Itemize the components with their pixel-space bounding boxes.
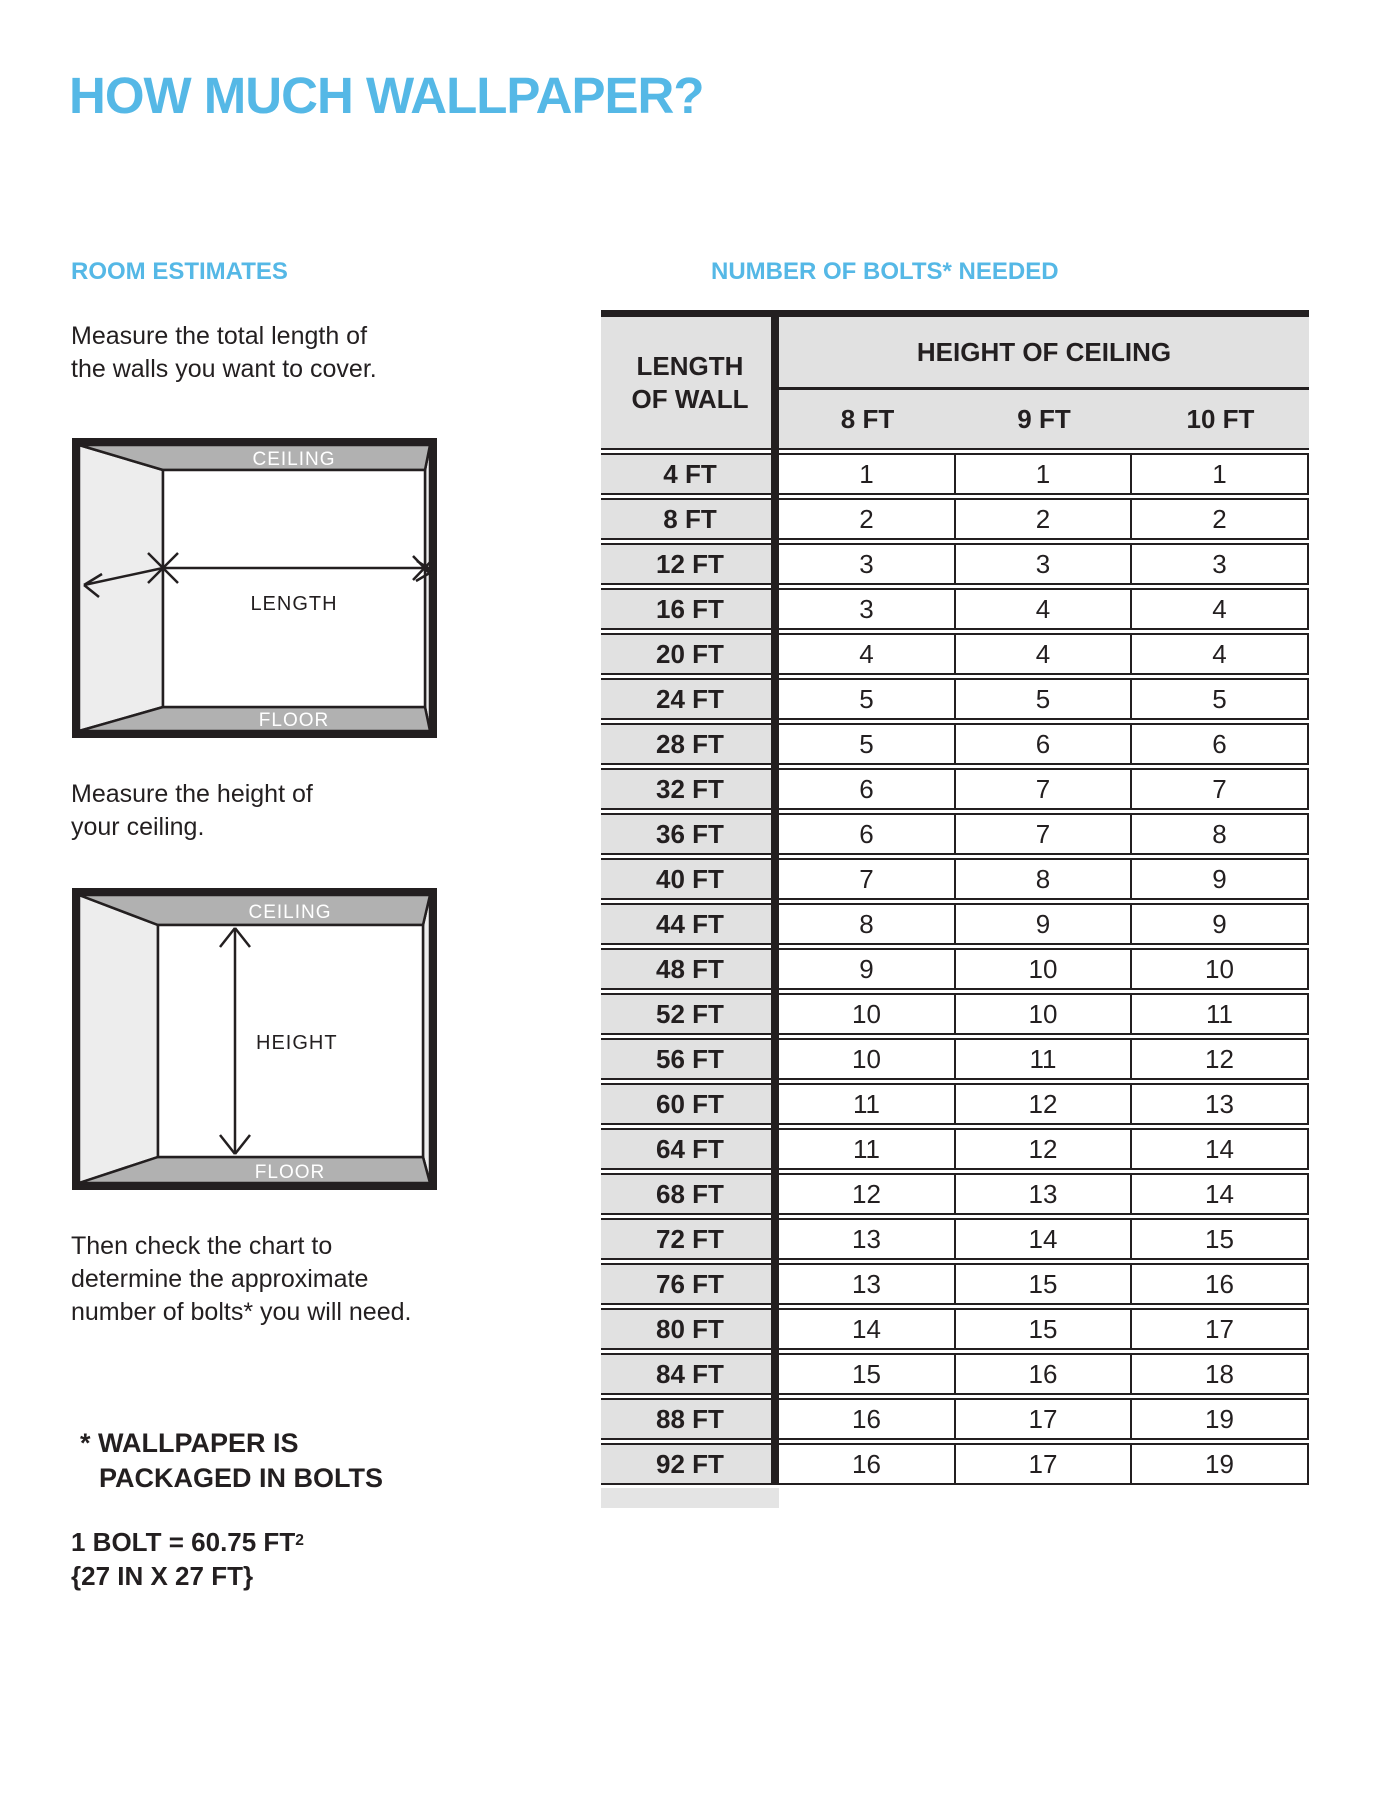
bolt-count-cell: 10: [956, 993, 1132, 1035]
bolt-count-cell: 7: [956, 768, 1132, 810]
bolt-count-cell: 14: [1132, 1173, 1309, 1215]
table-row: [601, 1173, 1309, 1215]
text-line: Then check the chart to: [71, 1232, 333, 1260]
bolt-equation: 1 BOLT = 60.75 $FT^2$: [71, 1527, 304, 1557]
bolt-count-cell: 8: [956, 858, 1132, 900]
footnote-line: * WALLPAPER IS: [80, 1428, 299, 1458]
bolt-count-cell: 13: [779, 1218, 956, 1260]
wall-length-label: 28 FT: [601, 723, 779, 765]
table-row: [601, 723, 1309, 765]
table-row: [601, 678, 1309, 720]
bolt-size-info: [71, 1524, 304, 1593]
bolt-count-cell: 2: [779, 498, 956, 540]
bolt-count-cell: 13: [1132, 1083, 1309, 1125]
bolt-count-cell: 15: [779, 1353, 956, 1395]
bolt-count-cell: 2: [1132, 498, 1309, 540]
wall-length-label: 16 FT: [601, 588, 779, 630]
bolt-count-cell: 17: [956, 1398, 1132, 1440]
wall-length-label: 52 FT: [601, 993, 779, 1035]
wall-length-label: 64 FT: [601, 1128, 779, 1170]
room-perspective-svg: [72, 438, 437, 738]
bolt-count-cell: 1: [1132, 453, 1309, 495]
superscript-2: 2: [295, 1532, 304, 1549]
bolt-count-cell: 11: [1132, 993, 1309, 1035]
wall-length-label: 48 FT: [601, 948, 779, 990]
table-row: [601, 1263, 1309, 1305]
table-row: [601, 498, 1309, 540]
table-row: [601, 543, 1309, 585]
wall-length-label: 8 FT: [601, 498, 779, 540]
bolt-count-cell: 10: [779, 1038, 956, 1080]
bolt-count-cell: 3: [956, 543, 1132, 585]
bolt-count-cell: 6: [779, 813, 956, 855]
bolt-count-cell: 3: [779, 588, 956, 630]
bolt-count-cell: 14: [956, 1218, 1132, 1260]
wall-length-label: 72 FT: [601, 1218, 779, 1260]
bolt-count-cell: 6: [956, 723, 1132, 765]
table-row: [601, 588, 1309, 630]
floor-label: FLOOR: [258, 710, 330, 731]
table-row: [601, 1443, 1309, 1485]
bolt-count-cell: 19: [1132, 1443, 1309, 1485]
bolt-count-cell: 10: [956, 948, 1132, 990]
ceiling-label: CEILING: [252, 449, 336, 470]
bolt-count-cell: 5: [956, 678, 1132, 720]
bolt-count-cell: 8: [1132, 813, 1309, 855]
bolt-count-cell: 12: [1132, 1038, 1309, 1080]
wall-length-label: 40 FT: [601, 858, 779, 900]
bolt-count-cell: 12: [779, 1173, 956, 1215]
bolt-count-cell: 11: [779, 1128, 956, 1170]
table-row: [601, 1398, 1309, 1440]
bolt-count-cell: 15: [1132, 1218, 1309, 1260]
table-row: [601, 858, 1309, 900]
bolt-count-cell: 12: [956, 1128, 1132, 1170]
wall-length-label: 84 FT: [601, 1353, 779, 1395]
wall-length-label: 56 FT: [601, 1038, 779, 1080]
bolt-count-cell: 3: [1132, 543, 1309, 585]
room-length-diagram: [72, 438, 437, 743]
wall-length-label: 32 FT: [601, 768, 779, 810]
wall-length-label: 36 FT: [601, 813, 779, 855]
instruction-measure-height: [71, 778, 313, 844]
bolt-count-cell: 9: [1132, 903, 1309, 945]
bolt-count-cell: 4: [956, 633, 1132, 675]
text-line: determine the approximate: [71, 1265, 369, 1293]
bolt-count-cell: 7: [956, 813, 1132, 855]
table-row: [601, 1083, 1309, 1125]
table-bottom-sliver: [601, 1488, 779, 1508]
bolt-count-cell: 16: [956, 1353, 1132, 1395]
bolt-dimensions: {27 IN X 27 FT}: [71, 1561, 254, 1591]
instruction-check-chart: [71, 1230, 411, 1329]
table-row: [601, 948, 1309, 990]
row-group-header: [601, 317, 779, 450]
table-vertical-divider: [771, 310, 779, 1485]
table-row: [601, 813, 1309, 855]
bolt-count-cell: 3: [779, 543, 956, 585]
header-line: OF WALL: [631, 383, 749, 414]
bolt-count-cell: 8: [779, 903, 956, 945]
wall-length-label: 60 FT: [601, 1083, 779, 1125]
left-wall: [79, 445, 163, 731]
text-line: Measure the height of: [71, 780, 313, 808]
column-header-9ft: 9 FT: [956, 390, 1132, 450]
bolt-count-cell: 17: [1132, 1308, 1309, 1350]
room-height-diagram: [72, 888, 437, 1195]
bolt-count-cell: 6: [1132, 723, 1309, 765]
table-row: [601, 993, 1309, 1035]
wall-length-label: 92 FT: [601, 1443, 779, 1485]
table-row: [601, 1218, 1309, 1260]
ceiling-label: CEILING: [248, 902, 332, 923]
bolts-table: [601, 310, 1309, 1508]
table-row: [601, 1128, 1309, 1170]
wall-length-label: 4 FT: [601, 453, 779, 495]
table-row: [601, 768, 1309, 810]
bolt-count-cell: 9: [956, 903, 1132, 945]
bolt-count-cell: 6: [779, 768, 956, 810]
bolt-count-cell: 13: [956, 1173, 1132, 1215]
bolt-count-cell: 10: [1132, 948, 1309, 990]
room-estimates-heading: ROOM ESTIMATES: [71, 258, 288, 285]
instruction-measure-length: [71, 320, 377, 386]
back-wall: [163, 470, 425, 707]
column-group-header: HEIGHT OF CEILING: [779, 317, 1309, 390]
wall-length-label: 20 FT: [601, 633, 779, 675]
floor-label: FLOOR: [254, 1162, 326, 1183]
table-top-border: [601, 310, 1309, 317]
bolt-count-cell: 14: [779, 1308, 956, 1350]
wall-length-label: 12 FT: [601, 543, 779, 585]
bolt-count-cell: 17: [956, 1443, 1132, 1485]
bolt-count-cell: 19: [1132, 1398, 1309, 1440]
bolt-count-cell: 5: [779, 678, 956, 720]
bolt-count-cell: 4: [1132, 633, 1309, 675]
column-subheaders: [779, 390, 1309, 450]
bolts-needed-heading: NUMBER OF BOLTS* NEEDED: [711, 258, 1059, 285]
bolt-count-cell: 12: [956, 1083, 1132, 1125]
wall-length-label: 76 FT: [601, 1263, 779, 1305]
text-line: the walls you want to cover.: [71, 355, 377, 383]
bolt-count-cell: 11: [956, 1038, 1132, 1080]
column-headers: [779, 317, 1309, 450]
left-wall: [79, 895, 158, 1183]
header-line: LENGTH: [636, 350, 744, 381]
wallpaper-bolts-footnote: [80, 1426, 383, 1496]
bolt-count-cell: 18: [1132, 1353, 1309, 1395]
bolt-count-cell: 16: [1132, 1263, 1309, 1305]
bolt-count-cell: 1: [779, 453, 956, 495]
bolt-count-cell: 11: [779, 1083, 956, 1125]
footnote-line: PACKAGED IN BOLTS: [99, 1463, 384, 1493]
wall-length-label: 44 FT: [601, 903, 779, 945]
wall-length-label: 68 FT: [601, 1173, 779, 1215]
bolt-count-cell: 2: [956, 498, 1132, 540]
table-row: [601, 633, 1309, 675]
bolt-count-cell: 4: [1132, 588, 1309, 630]
bolt-count-cell: 4: [956, 588, 1132, 630]
table-row: [601, 1308, 1309, 1350]
text-line: number of bolts* you will need.: [71, 1298, 412, 1326]
bolt-count-cell: 5: [1132, 678, 1309, 720]
bolt-count-cell: 7: [1132, 768, 1309, 810]
bolt-count-cell: 15: [956, 1263, 1132, 1305]
bolt-count-cell: 13: [779, 1263, 956, 1305]
height-label: HEIGHT: [256, 1032, 338, 1054]
wall-length-label: 80 FT: [601, 1308, 779, 1350]
table-header: [601, 317, 1309, 450]
column-header-10ft: 10 FT: [1132, 390, 1309, 450]
page-title: HOW MUCH WALLPAPER?: [69, 67, 704, 124]
table-row: [601, 903, 1309, 945]
table-row: [601, 453, 1309, 495]
bolt-count-cell: 1: [956, 453, 1132, 495]
bolt-count-cell: 5: [779, 723, 956, 765]
table-body: [601, 453, 1309, 1485]
bolt-count-cell: 7: [779, 858, 956, 900]
bolt-count-cell: 15: [956, 1308, 1132, 1350]
bolt-count-cell: 9: [1132, 858, 1309, 900]
text-line: your ceiling.: [71, 813, 205, 841]
bolt-count-cell: 16: [779, 1398, 956, 1440]
table-row: [601, 1353, 1309, 1395]
column-header-8ft: 8 FT: [779, 390, 956, 450]
table-row: [601, 1038, 1309, 1080]
bolt-count-cell: 4: [779, 633, 956, 675]
bolt-count-cell: 10: [779, 993, 956, 1035]
bolt-count-cell: 14: [1132, 1128, 1309, 1170]
bolt-count-cell: 9: [779, 948, 956, 990]
bolt-count-cell: 16: [779, 1443, 956, 1485]
room-perspective-svg: [72, 888, 437, 1190]
wall-length-label: 24 FT: [601, 678, 779, 720]
text-line: Measure the total length of: [71, 322, 368, 350]
wall-length-label: 88 FT: [601, 1398, 779, 1440]
length-label: LENGTH: [250, 593, 338, 615]
